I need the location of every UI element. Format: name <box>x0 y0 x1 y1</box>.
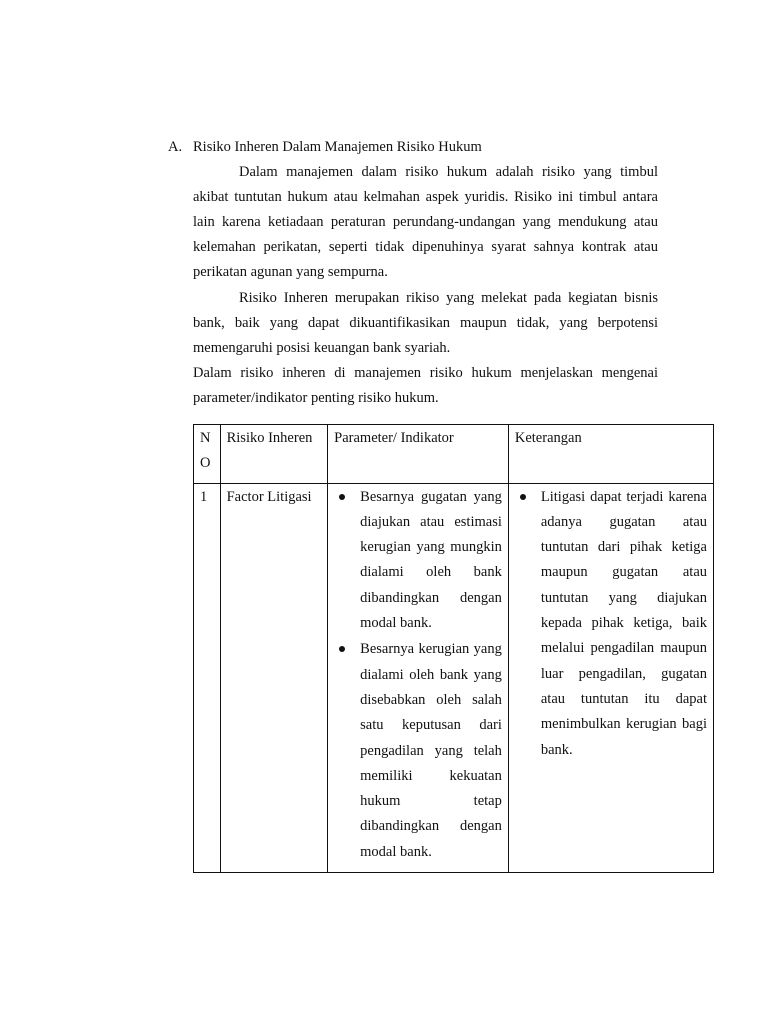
param-item <box>332 637 502 865</box>
cell-no: 1 <box>194 483 221 872</box>
paragraph-inherent-risk: Risiko Inheren merupakan rikiso yang melekat pada kegiatan bisnis bank, baik yang dapat dikuantifikasikan maupun tidak, yang berpotensi memengaruhi posisi keuangan bank syariah. <box>193 290 658 356</box>
cell-params <box>328 483 509 872</box>
bullet-icon <box>339 646 345 652</box>
ket-text: Litigasi dapat terjadi karena adanya gugatan atau tuntutan dari pihak ketiga maupun gugatan atau tuntutan yang diajukan kepada pihak ketiga, baik melalui pengadilan maupun luar pengadilan, gugatan atau tuntutan itu dapat menimbulkan kerugian bagi bank. <box>540 488 707 758</box>
cell-risk: Factor Litigasi <box>220 483 328 872</box>
section-letter: A. <box>168 139 183 155</box>
section-heading <box>168 137 668 157</box>
ket-item <box>513 485 707 763</box>
header-no: N O <box>194 425 221 484</box>
table-row <box>194 483 714 872</box>
paragraph-definition: Dalam manajemen dalam risiko hukum adalah risiko yang timbul akibat tuntutan hukum atau kelmahan aspek yuridis. Risiko ini timbul antara lain karena ketiadaan peraturan perundang-undangan yang mendukung atau kelemahan perikatan, seperti tidak dipenuhinya syarat sahnya kontrak atau perikatan agunan yang sempurna. <box>193 164 658 280</box>
section-title: Risiko Inheren Dalam Manajemen Risiko Hukum <box>193 139 482 155</box>
bullet-icon <box>339 494 345 500</box>
paragraph-intro-table: Dalam risiko inheren di manajemen risiko hukum menjelaskan mengenai parameter/indikator penting risiko hukum. <box>193 365 658 406</box>
header-param: Parameter/ Indikator <box>328 425 509 484</box>
bullet-icon <box>520 494 526 500</box>
header-risk: Risiko Inheren <box>220 425 328 484</box>
header-ket: Keterangan <box>508 425 713 484</box>
cell-ket <box>508 483 713 872</box>
table-header-row <box>194 425 714 484</box>
risk-indicator-table <box>193 424 714 873</box>
param-text: Besarnya kerugian yang dialami oleh bank yang disebabkan oleh salah satu keputusan dari pengadilan yang telah memiliki kekuatan hukum tetap dibandingkan dengan modal bank. <box>360 641 502 860</box>
param-text: Besarnya gugatan yang diajukan atau estimasi kerugian yang mungkin dialami oleh bank dibandingkan dengan modal bank. <box>360 488 502 632</box>
param-item <box>332 485 502 637</box>
